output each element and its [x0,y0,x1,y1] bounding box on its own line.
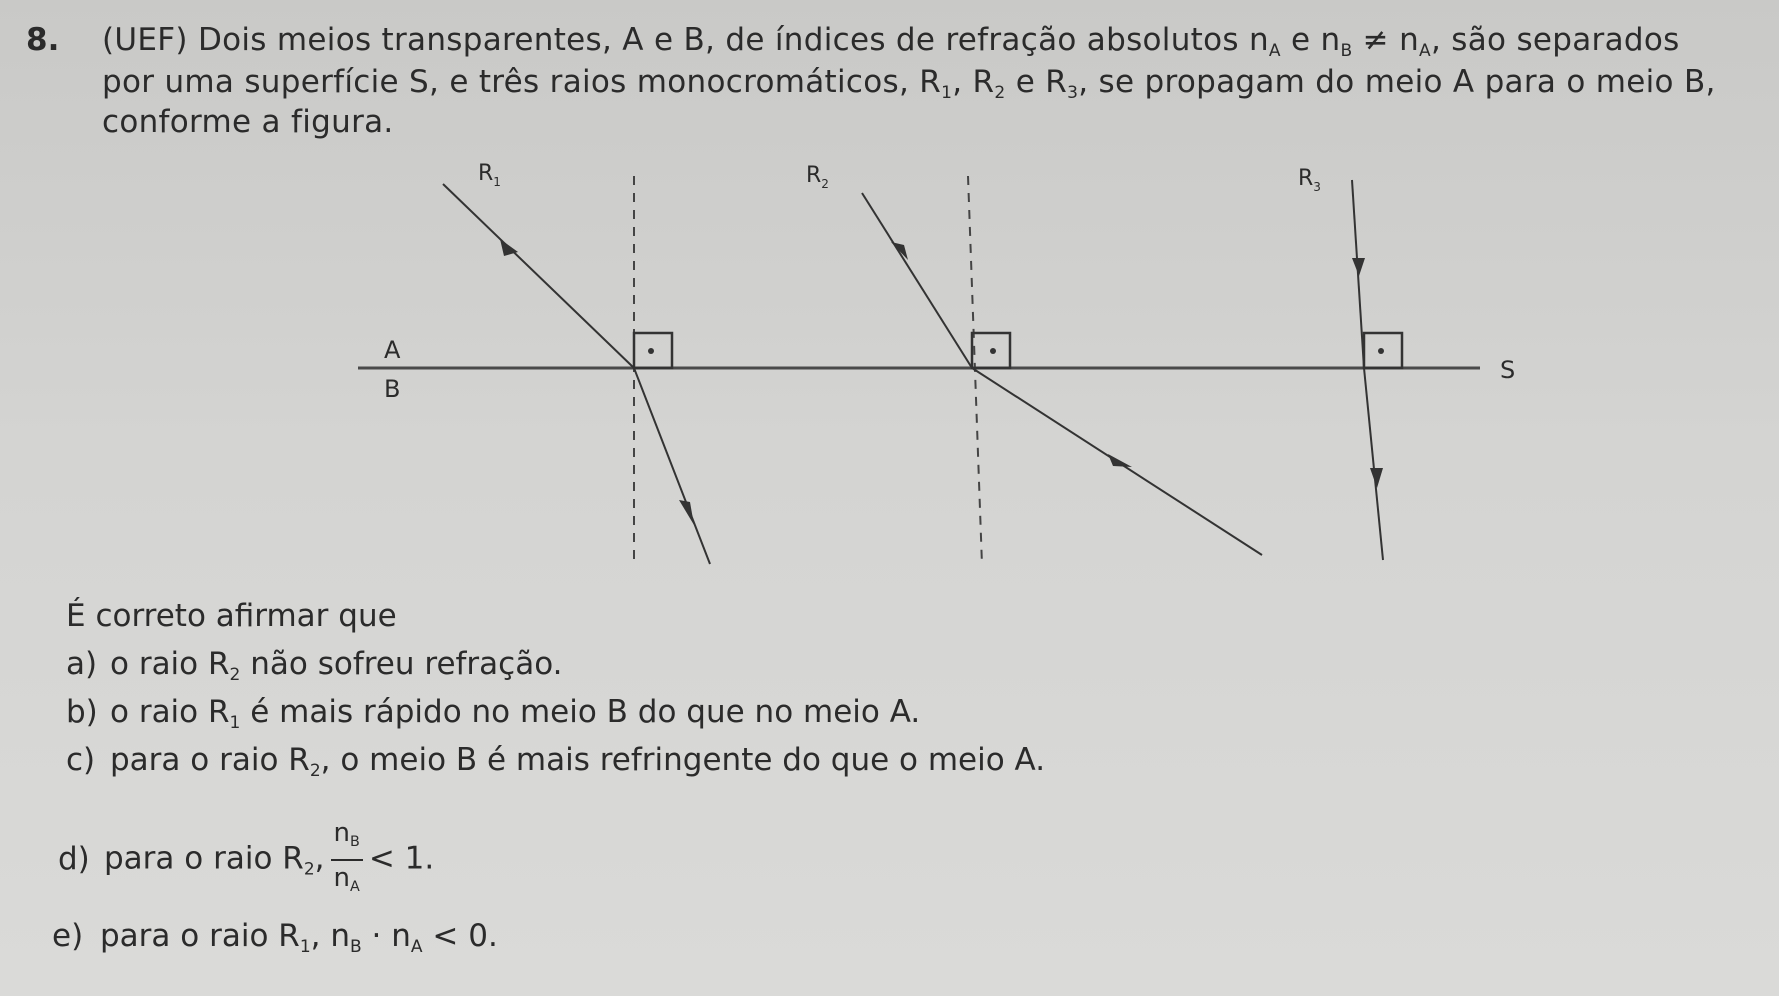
question-text: (UEF) Dois meios transparentes, A e B, de índices de refração absolutos n [102,22,1269,58]
option-e-label: e) [52,918,84,954]
question-line-3: conforme a figura. [102,104,394,140]
ray-r1-incident [443,184,634,368]
option-d[interactable]: d) para o raio $R_2$, $\frac{n_B}{n_A}$ < 1. [58,816,434,904]
ray-r3-transmitted [1364,368,1383,560]
ray-r2-refracted-arrow [1108,454,1132,467]
question-line-1: (UEF) Dois meios transparentes, A e B, de índices de refração absolutos $n_A$ e $n_B \ne n_A$, são separados [102,22,1680,61]
right-angle-marker-3 [1364,333,1402,368]
option-c-label: c) [66,742,96,778]
right-angle-marker-1 [634,333,672,368]
ray-r1-refracted [634,368,710,564]
prompt-text: É correto afirmar que [66,598,397,634]
option-a-label: a) [66,646,98,682]
right-angle-marker-2 [972,333,1010,368]
ray-r3-incident-arrow [1352,258,1365,276]
option-b[interactable]: b) o raio $R_1$ é mais rápido no meio B do que no meio A. [66,694,921,733]
surface-label: S [1500,356,1516,384]
ray-r1-refracted-arrow [679,500,694,525]
ray-r1-label: $R_1$ [478,161,501,189]
option-a[interactable]: a) o raio $R_2$ não sofreu refração. [66,646,563,685]
question-number: 8. [26,22,60,58]
ray-r3-transmitted-arrow [1370,468,1383,488]
ray-r3-label: $R_3$ [1298,166,1321,194]
medium-b-label: B [384,375,401,403]
option-d-label: d) [58,840,90,877]
question-line-2: por uma superfície S, e três raios monocromáticos, $R_1$, $R_2$ e $R_3$, se propagam do meio A para o meio B, [102,64,1716,103]
ray-r2-incident [862,193,972,368]
option-b-label: b) [66,694,98,730]
ray-r3-incident [1352,180,1364,368]
option-c[interactable]: c) para o raio $R_2$, o meio B é mais refringente do que o meio A. [66,742,1046,781]
ray-r2-label: $R_2$ [806,163,829,191]
fraction-nb-over-na: $\frac{n_B}{n_A}$ [331,816,363,904]
option-e[interactable]: e) para o raio $R_1$, $n_B \cdot n_A < 0$. [52,918,498,957]
medium-a-label: A [384,336,401,364]
